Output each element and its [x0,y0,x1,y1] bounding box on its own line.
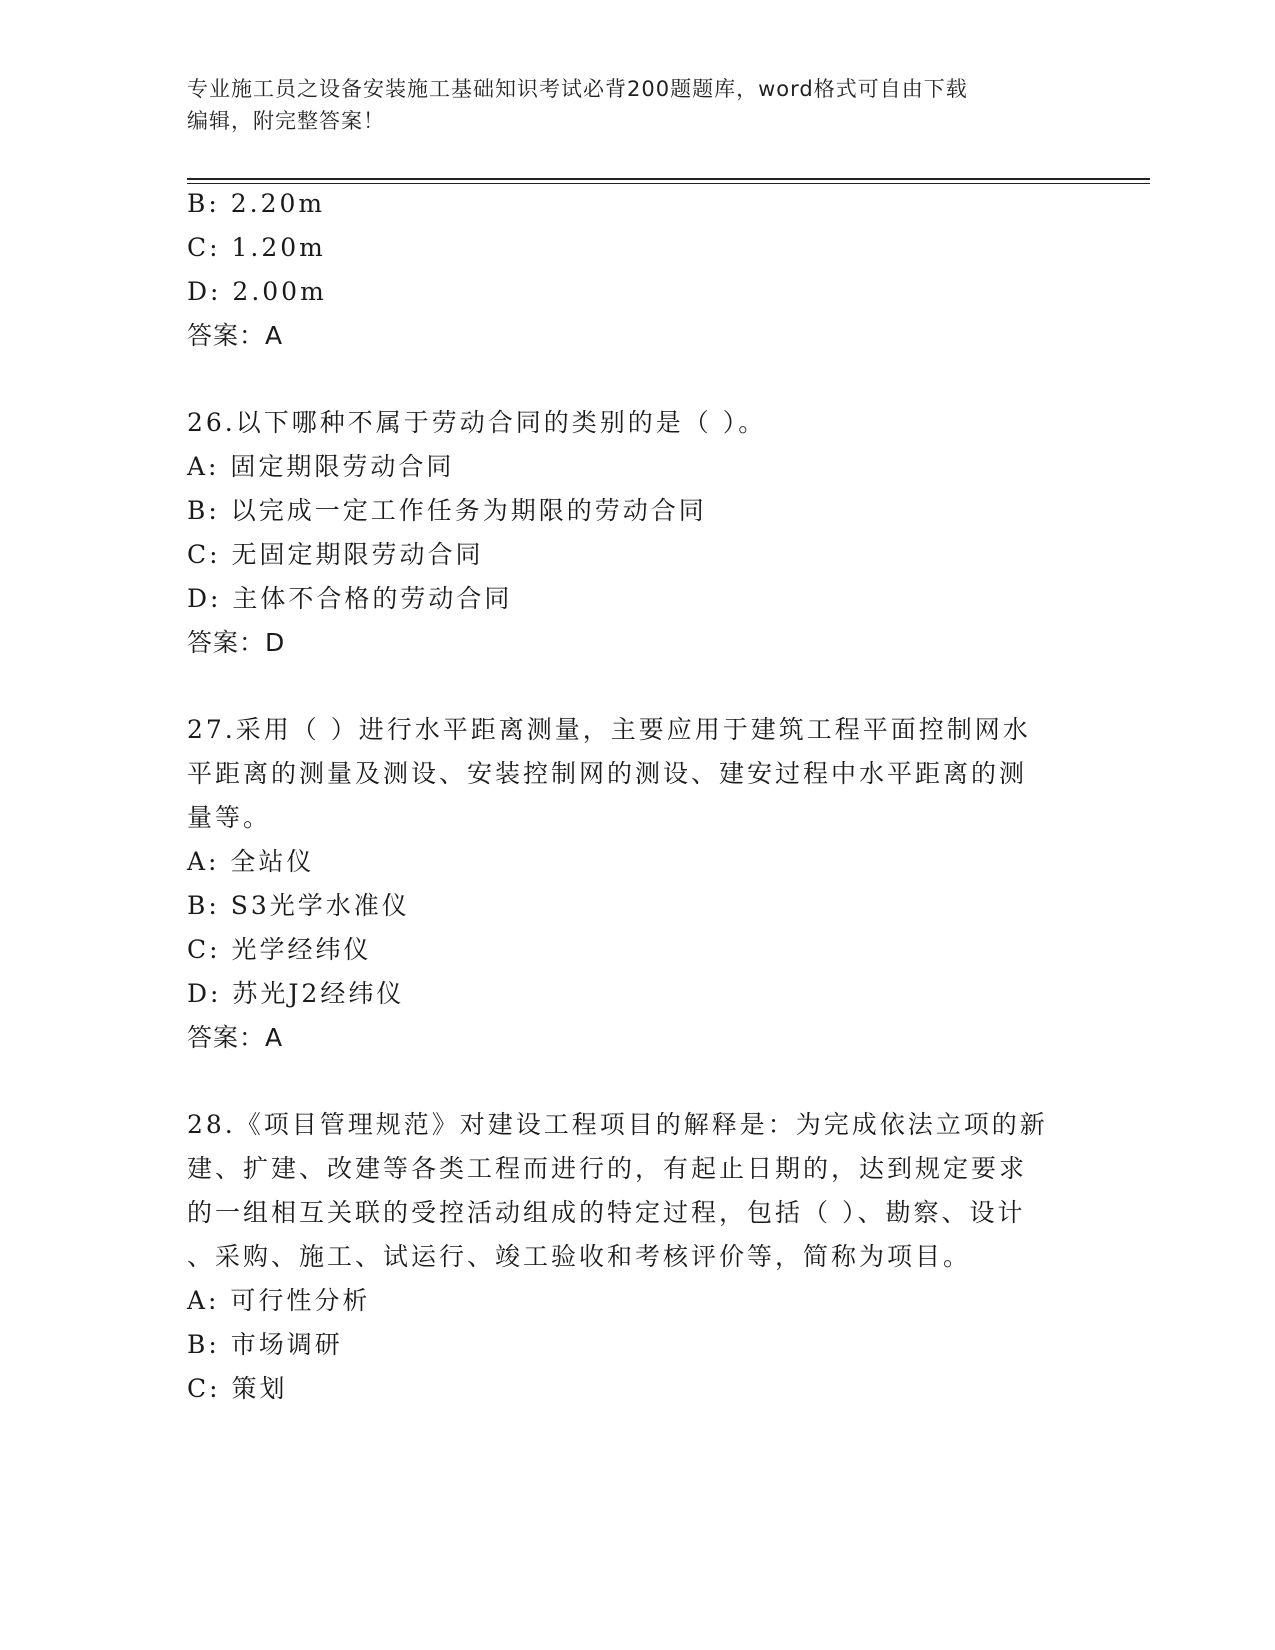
q27-stem-line-3: 量等。 [187,803,272,832]
q26-option-a: A: 固定期限劳动合同 [187,452,455,481]
header-line-2: 编辑，附完整答案！ [187,109,385,133]
q26-option-d: D: 主体不合格的劳动合同 [187,584,513,613]
q28-option-a: A: 可行性分析 [187,1286,371,1315]
header-divider-thick [187,178,1150,180]
q28-stem-line-3: 的一组相互关联的受控活动组成的特定过程，包括（ ）、勘察、设计 [187,1198,1026,1227]
q26-stem: 26.以下哪种不属于劳动合同的类别的是（ ）。 [187,408,767,437]
q27-option-d: D: 苏光J2经纬仪 [187,979,405,1008]
q25-option-b: B: 2.20m [187,189,326,218]
document-header [187,73,1067,137]
q25-option-d: D: 2.00m [187,277,327,306]
q25-option-c: C: 1.20m [187,233,326,262]
q28-option-b: B: 市场调研 [187,1330,343,1359]
q28-stem-line-1: 28.《项目管理规范》对建设工程项目的解释是：为完成依法立项的新 [187,1110,1048,1139]
q28-stem-line-4: 、采购、施工、试运行、竣工验收和考核评价等，简称为项目。 [187,1242,972,1271]
q27-option-b: B: S3光学水准仪 [187,891,410,920]
q27-stem-line-1: 27.采用（ ）进行水平距离测量，主要应用于建筑工程平面控制网水 [187,715,1031,744]
header-line-1: 专业施工员之设备安装施工基础知识考试必背200题题库，word格式可自由下载 [187,77,968,101]
q27-option-c: C: 光学经纬仪 [187,935,372,964]
header-divider-thin [187,183,1150,184]
q28-stem-line-2: 建、扩建、改建等各类工程而进行的，有起止日期的，达到规定要求 [187,1154,1028,1183]
q28-option-c: C: 策划 [187,1374,288,1403]
q26-option-c: C: 无固定期限劳动合同 [187,540,484,569]
q25-answer: 答案：A [187,321,284,350]
q27-option-a: A: 全站仪 [187,847,315,876]
q26-answer: 答案：D [187,628,286,657]
q27-answer: 答案：A [187,1023,284,1052]
q27-stem-line-2: 平距离的测量及测设、安装控制网的测设、建安过程中水平距离的测 [187,759,1028,788]
q26-option-b: B: 以完成一定工作任务为期限的劳动合同 [187,496,707,525]
